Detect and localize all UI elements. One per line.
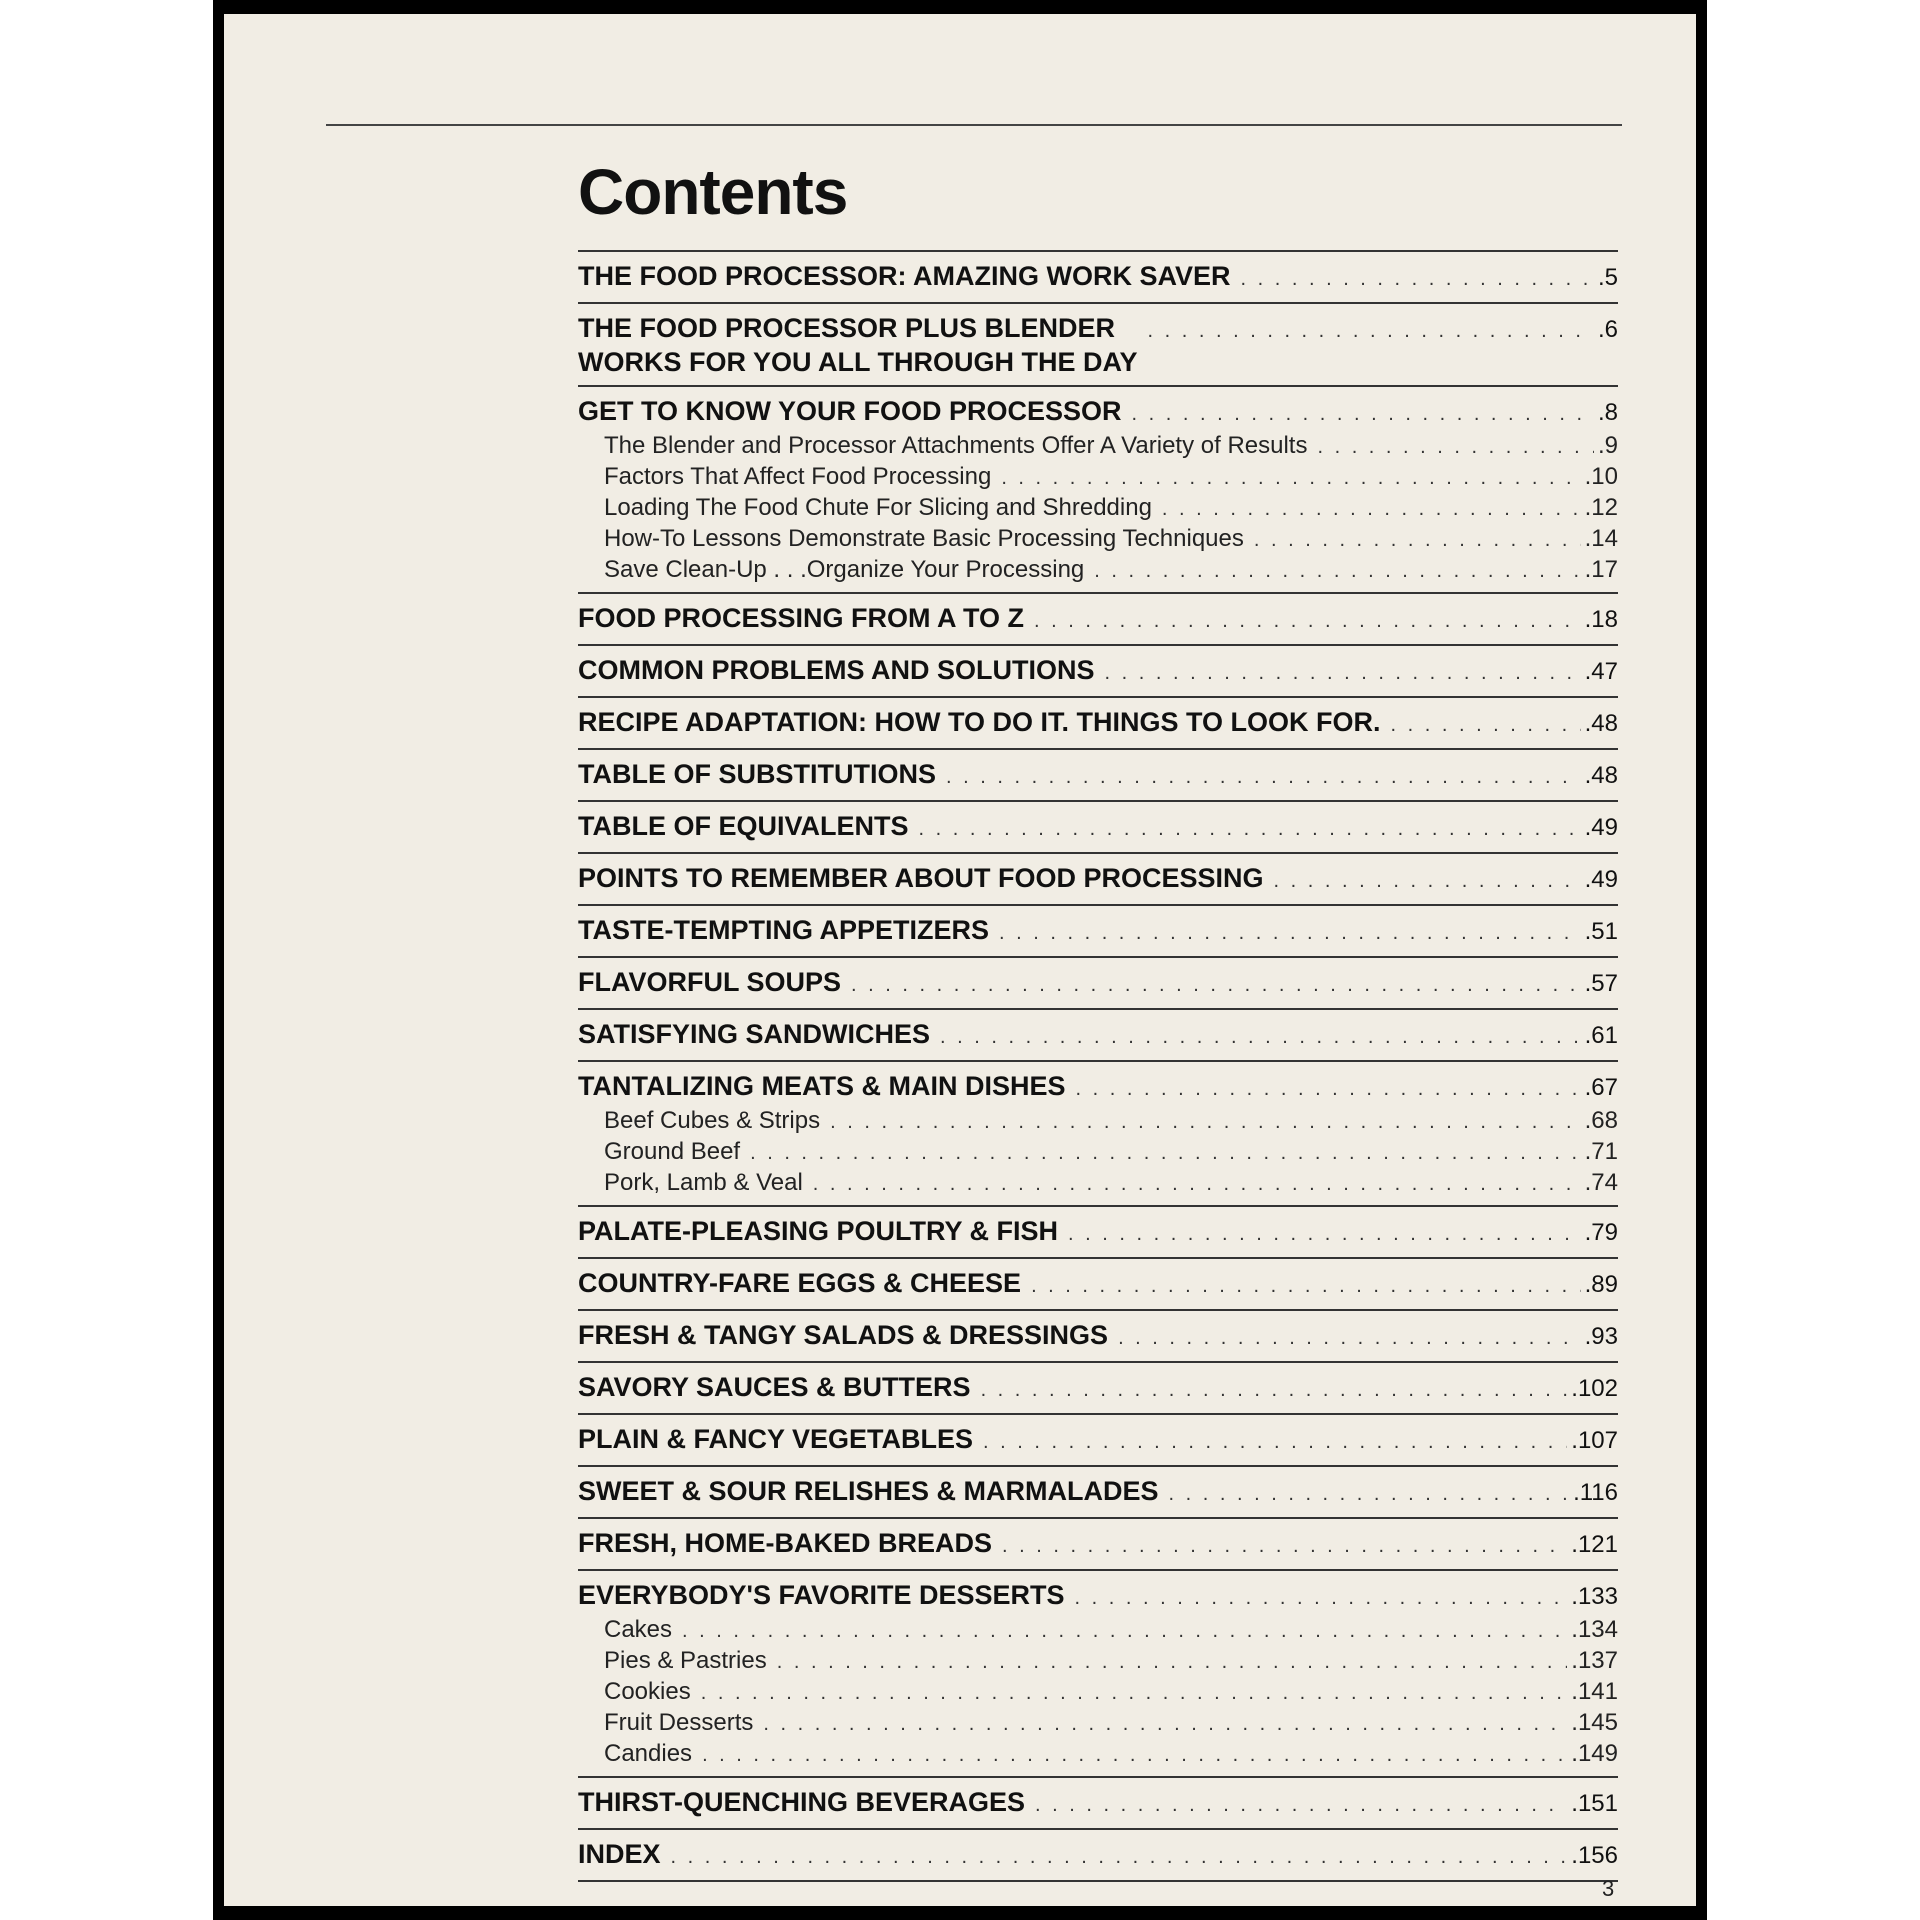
toc-entry-page: .102: [1571, 1375, 1618, 1402]
toc-entry: [578, 965, 1618, 1002]
toc-subentry: [578, 1615, 1618, 1646]
toc-entry-page: .47: [1584, 658, 1618, 685]
toc-subentry-page: .145: [1571, 1709, 1618, 1736]
toc-entry: [578, 705, 1618, 742]
toc-entry: [578, 809, 1618, 846]
toc-subentry-label: Pork, Lamb & Veal: [604, 1169, 803, 1196]
dot-leader: [830, 1108, 1581, 1137]
toc-subentry: [578, 1708, 1618, 1739]
dot-leader: [1035, 1788, 1567, 1822]
toc-subentry: [578, 1646, 1618, 1677]
dot-leader: [1031, 1269, 1581, 1303]
toc-entry-page: .18: [1584, 606, 1618, 633]
toc-entry-label: COMMON PROBLEMS AND SOLUTIONS: [578, 655, 1095, 685]
toc-subentry: [578, 524, 1618, 555]
dot-leader: [1075, 1072, 1580, 1106]
toc-subentry-label: The Blender and Processor Attachments Offer A Variety of Results: [604, 432, 1308, 459]
toc-entry-page: .51: [1584, 918, 1618, 945]
toc-subentry-page: .17: [1584, 556, 1618, 583]
toc-entry-label: RECIPE ADAPTATION: HOW TO DO IT. THINGS TO LOOK FOR.: [578, 707, 1381, 737]
toc-entry: [578, 757, 1618, 794]
dot-leader: [701, 1679, 1568, 1708]
dot-leader: [1132, 397, 1594, 431]
toc-entry: [578, 653, 1618, 690]
dot-leader: [813, 1170, 1581, 1199]
toc-entry-page: .6: [1597, 316, 1618, 343]
toc-subentry-label: Save Clean-Up . . .Organize Your Processing: [604, 556, 1085, 583]
toc-subentry-page: .14: [1584, 525, 1618, 552]
toc-entry: [578, 311, 1618, 379]
dot-leader: [1391, 708, 1581, 742]
toc-entry: [578, 601, 1618, 638]
toc-section: [578, 1207, 1618, 1257]
dot-leader: [1001, 464, 1580, 493]
dot-leader: [1274, 864, 1581, 898]
toc-entry-label: SATISFYING SANDWICHES: [578, 1019, 931, 1049]
toc-subentry-page: .149: [1571, 1740, 1618, 1767]
dot-leader: [1094, 557, 1580, 586]
toc-entry: [578, 394, 1618, 431]
toc-entry-label: TABLE OF SUBSTITUTIONS: [578, 759, 936, 789]
toc-entry-label: FRESH, HOME-BAKED BREADS: [578, 1528, 993, 1558]
toc-entry-page: .156: [1571, 1842, 1618, 1869]
toc-entry-label: SAVORY SAUCES & BUTTERS: [578, 1372, 971, 1402]
toc-subentry-label: Cookies: [604, 1678, 691, 1705]
toc-section: [578, 1830, 1618, 1880]
dot-leader: [1169, 1477, 1570, 1511]
toc-entry-page: .48: [1584, 710, 1618, 737]
toc-section: [578, 1571, 1618, 1776]
toc-entry: [578, 861, 1618, 898]
toc-entry-label: FRESH & TANGY SALADS & DRESSINGS: [578, 1320, 1109, 1350]
toc-entry-page: .67: [1584, 1074, 1618, 1101]
toc-entry-label: FOOD PROCESSING FROM A TO Z: [578, 603, 1025, 633]
toc-entry: [578, 1214, 1618, 1251]
dot-leader: [1075, 1581, 1568, 1615]
toc-subentry-label: Cakes: [604, 1616, 673, 1643]
dot-leader: [682, 1617, 1567, 1646]
top-rule: [326, 124, 1622, 126]
dot-leader: [671, 1840, 1568, 1874]
toc-section: [578, 1259, 1618, 1309]
toc-entry-label: EVERYBODY'S FAVORITE DESSERTS: [578, 1580, 1065, 1610]
toc-entry-label: PLAIN & FANCY VEGETABLES: [578, 1424, 974, 1454]
dot-leader: [750, 1139, 1581, 1168]
toc-subentry-label: Fruit Desserts: [604, 1709, 754, 1736]
dot-leader: [702, 1741, 1567, 1770]
toc-subentry-page: .137: [1571, 1647, 1618, 1674]
toc-entry-label: TASTE-TEMPTING APPETIZERS: [578, 915, 990, 945]
dot-leader: [1317, 433, 1594, 462]
toc-entry-page: .57: [1584, 970, 1618, 997]
toc-entry-page: .5: [1597, 264, 1618, 291]
toc-subentry-page: .141: [1571, 1678, 1618, 1705]
toc-subentry: [578, 493, 1618, 524]
toc-section: [578, 1010, 1618, 1060]
dot-leader: [981, 1373, 1568, 1407]
toc-entry-page: .89: [1584, 1271, 1618, 1298]
toc-subentry: [578, 1137, 1618, 1168]
toc-entry-page: .116: [1573, 1479, 1618, 1506]
toc-section: [578, 646, 1618, 696]
dot-leader: [1034, 604, 1581, 638]
toc-entry-page: .8: [1597, 399, 1618, 426]
toc-section: [578, 1363, 1618, 1413]
toc-entry: [578, 1017, 1618, 1054]
toc-section: [578, 802, 1618, 852]
dot-leader: [1118, 1321, 1581, 1355]
toc-entry-label: COUNTRY-FARE EGGS & CHEESE: [578, 1268, 1022, 1298]
toc-entry-label: POINTS TO REMEMBER ABOUT FOOD PROCESSING: [578, 863, 1264, 893]
dot-leader: [1254, 526, 1581, 555]
dot-leader: [999, 916, 1581, 950]
dot-leader: [1105, 656, 1581, 690]
toc-entry-label: SWEET & SOUR RELISHES & MARMALADES: [578, 1476, 1159, 1506]
dot-leader: [919, 812, 1581, 846]
toc-section: [578, 854, 1618, 904]
toc-section: [578, 698, 1618, 748]
toc-subentry-page: .71: [1584, 1138, 1618, 1165]
page-number: 3: [1602, 1876, 1615, 1901]
toc-entry-page: .133: [1571, 1583, 1618, 1610]
dot-leader: [946, 760, 1581, 794]
toc-list: [578, 250, 1618, 1882]
toc-entry-page: .79: [1584, 1219, 1618, 1246]
toc-entry-label: PALATE-PLEASING POULTRY & FISH: [578, 1216, 1059, 1246]
toc-entry-page: .49: [1584, 866, 1618, 893]
toc-entry-label: TANTALIZING MEATS & MAIN DISHES: [578, 1071, 1066, 1101]
dot-leader: [851, 968, 1581, 1002]
toc-entry: [578, 1474, 1618, 1511]
toc-entry-label: TABLE OF EQUIVALENTS: [578, 811, 909, 841]
toc-subentry-label: Ground Beef: [604, 1138, 741, 1165]
dot-leader: [1241, 262, 1594, 296]
toc-subentry-label: Candies: [604, 1740, 693, 1767]
toc-subentry-label: Pies & Pastries: [604, 1647, 767, 1674]
toc-entry-page: .61: [1584, 1022, 1618, 1049]
toc-subentry: [578, 1168, 1618, 1199]
toc-entry-page: .151: [1571, 1790, 1618, 1817]
toc-entry-page: .107: [1571, 1427, 1618, 1454]
toc-subentry: [578, 431, 1618, 462]
toc-entry: [578, 1069, 1618, 1106]
toc-subentry-page: .134: [1571, 1616, 1618, 1643]
dot-leader: [1002, 1529, 1567, 1563]
toc-section: [578, 594, 1618, 644]
dot-leader: [1162, 495, 1581, 524]
toc-subentry-page: .9: [1597, 432, 1618, 459]
toc-section: [578, 1467, 1618, 1517]
toc-entry-page: .49: [1584, 814, 1618, 841]
toc-subentry-label: Loading The Food Chute For Slicing and Shredding: [604, 494, 1152, 521]
toc-subentry: [578, 462, 1618, 493]
toc-subentry-page: .74: [1584, 1169, 1618, 1196]
toc-entry: [578, 1318, 1618, 1355]
toc-entry: [578, 913, 1618, 950]
toc-section: [578, 387, 1618, 592]
toc-entry-label: THE FOOD PROCESSOR: AMAZING WORK SAVER: [578, 261, 1231, 291]
toc-entry-label: THIRST-QUENCHING BEVERAGES: [578, 1787, 1026, 1817]
toc-section: [578, 1519, 1618, 1569]
dot-leader: [940, 1020, 1581, 1054]
toc-section: [578, 252, 1618, 302]
toc-entry-page: .48: [1584, 762, 1618, 789]
toc-section: [578, 1062, 1618, 1205]
toc-entry: [578, 1837, 1618, 1874]
toc-entry-label: THE FOOD PROCESSOR PLUS BLENDER WORKS FOR YOU ALL THROUGH THE DAY: [578, 313, 1138, 377]
dot-leader: [1068, 1217, 1581, 1251]
toc-section: [578, 750, 1618, 800]
toc-section: [578, 1778, 1618, 1828]
toc-subentry: [578, 1106, 1618, 1137]
toc-entry-label: FLAVORFUL SOUPS: [578, 967, 842, 997]
toc-subentry-label: Beef Cubes & Strips: [604, 1107, 821, 1134]
toc-subentry: [578, 1739, 1618, 1770]
toc-subentry-page: .68: [1584, 1107, 1618, 1134]
toc-subentry-label: How-To Lessons Demonstrate Basic Processing Techniques: [604, 525, 1244, 552]
toc-entry: [578, 1422, 1618, 1459]
toc-entry-label: INDEX: [578, 1839, 661, 1869]
toc-section: [578, 906, 1618, 956]
dot-leader: [763, 1710, 1567, 1739]
toc-section: [578, 304, 1618, 385]
toc-entry: [578, 259, 1618, 296]
toc-subentry: [578, 555, 1618, 586]
toc-section: [578, 1311, 1618, 1361]
toc-entry: [578, 1526, 1618, 1563]
dot-leader: [983, 1425, 1567, 1459]
toc-entry-page: .121: [1571, 1531, 1618, 1558]
toc-subentry-page: .12: [1584, 494, 1618, 521]
toc-entry: [578, 1266, 1618, 1303]
toc-entry-label: GET TO KNOW YOUR FOOD PROCESSOR: [578, 396, 1122, 426]
toc-entry: [578, 1578, 1618, 1615]
toc-entry: [578, 1785, 1618, 1822]
toc-divider: [578, 1880, 1618, 1882]
dot-leader: [777, 1648, 1568, 1677]
toc-entry-page: .93: [1584, 1323, 1618, 1350]
toc-section: [578, 958, 1618, 1008]
toc-subentry: [578, 1677, 1618, 1708]
table-of-contents: [578, 148, 1618, 1882]
page-title: Contents: [578, 156, 848, 228]
toc-entry: [578, 1370, 1618, 1407]
toc-section: [578, 1415, 1618, 1465]
toc-subentry-label: Factors That Affect Food Processing: [604, 463, 992, 490]
dot-leader: [1148, 314, 1594, 348]
toc-subentry-page: .10: [1584, 463, 1618, 490]
